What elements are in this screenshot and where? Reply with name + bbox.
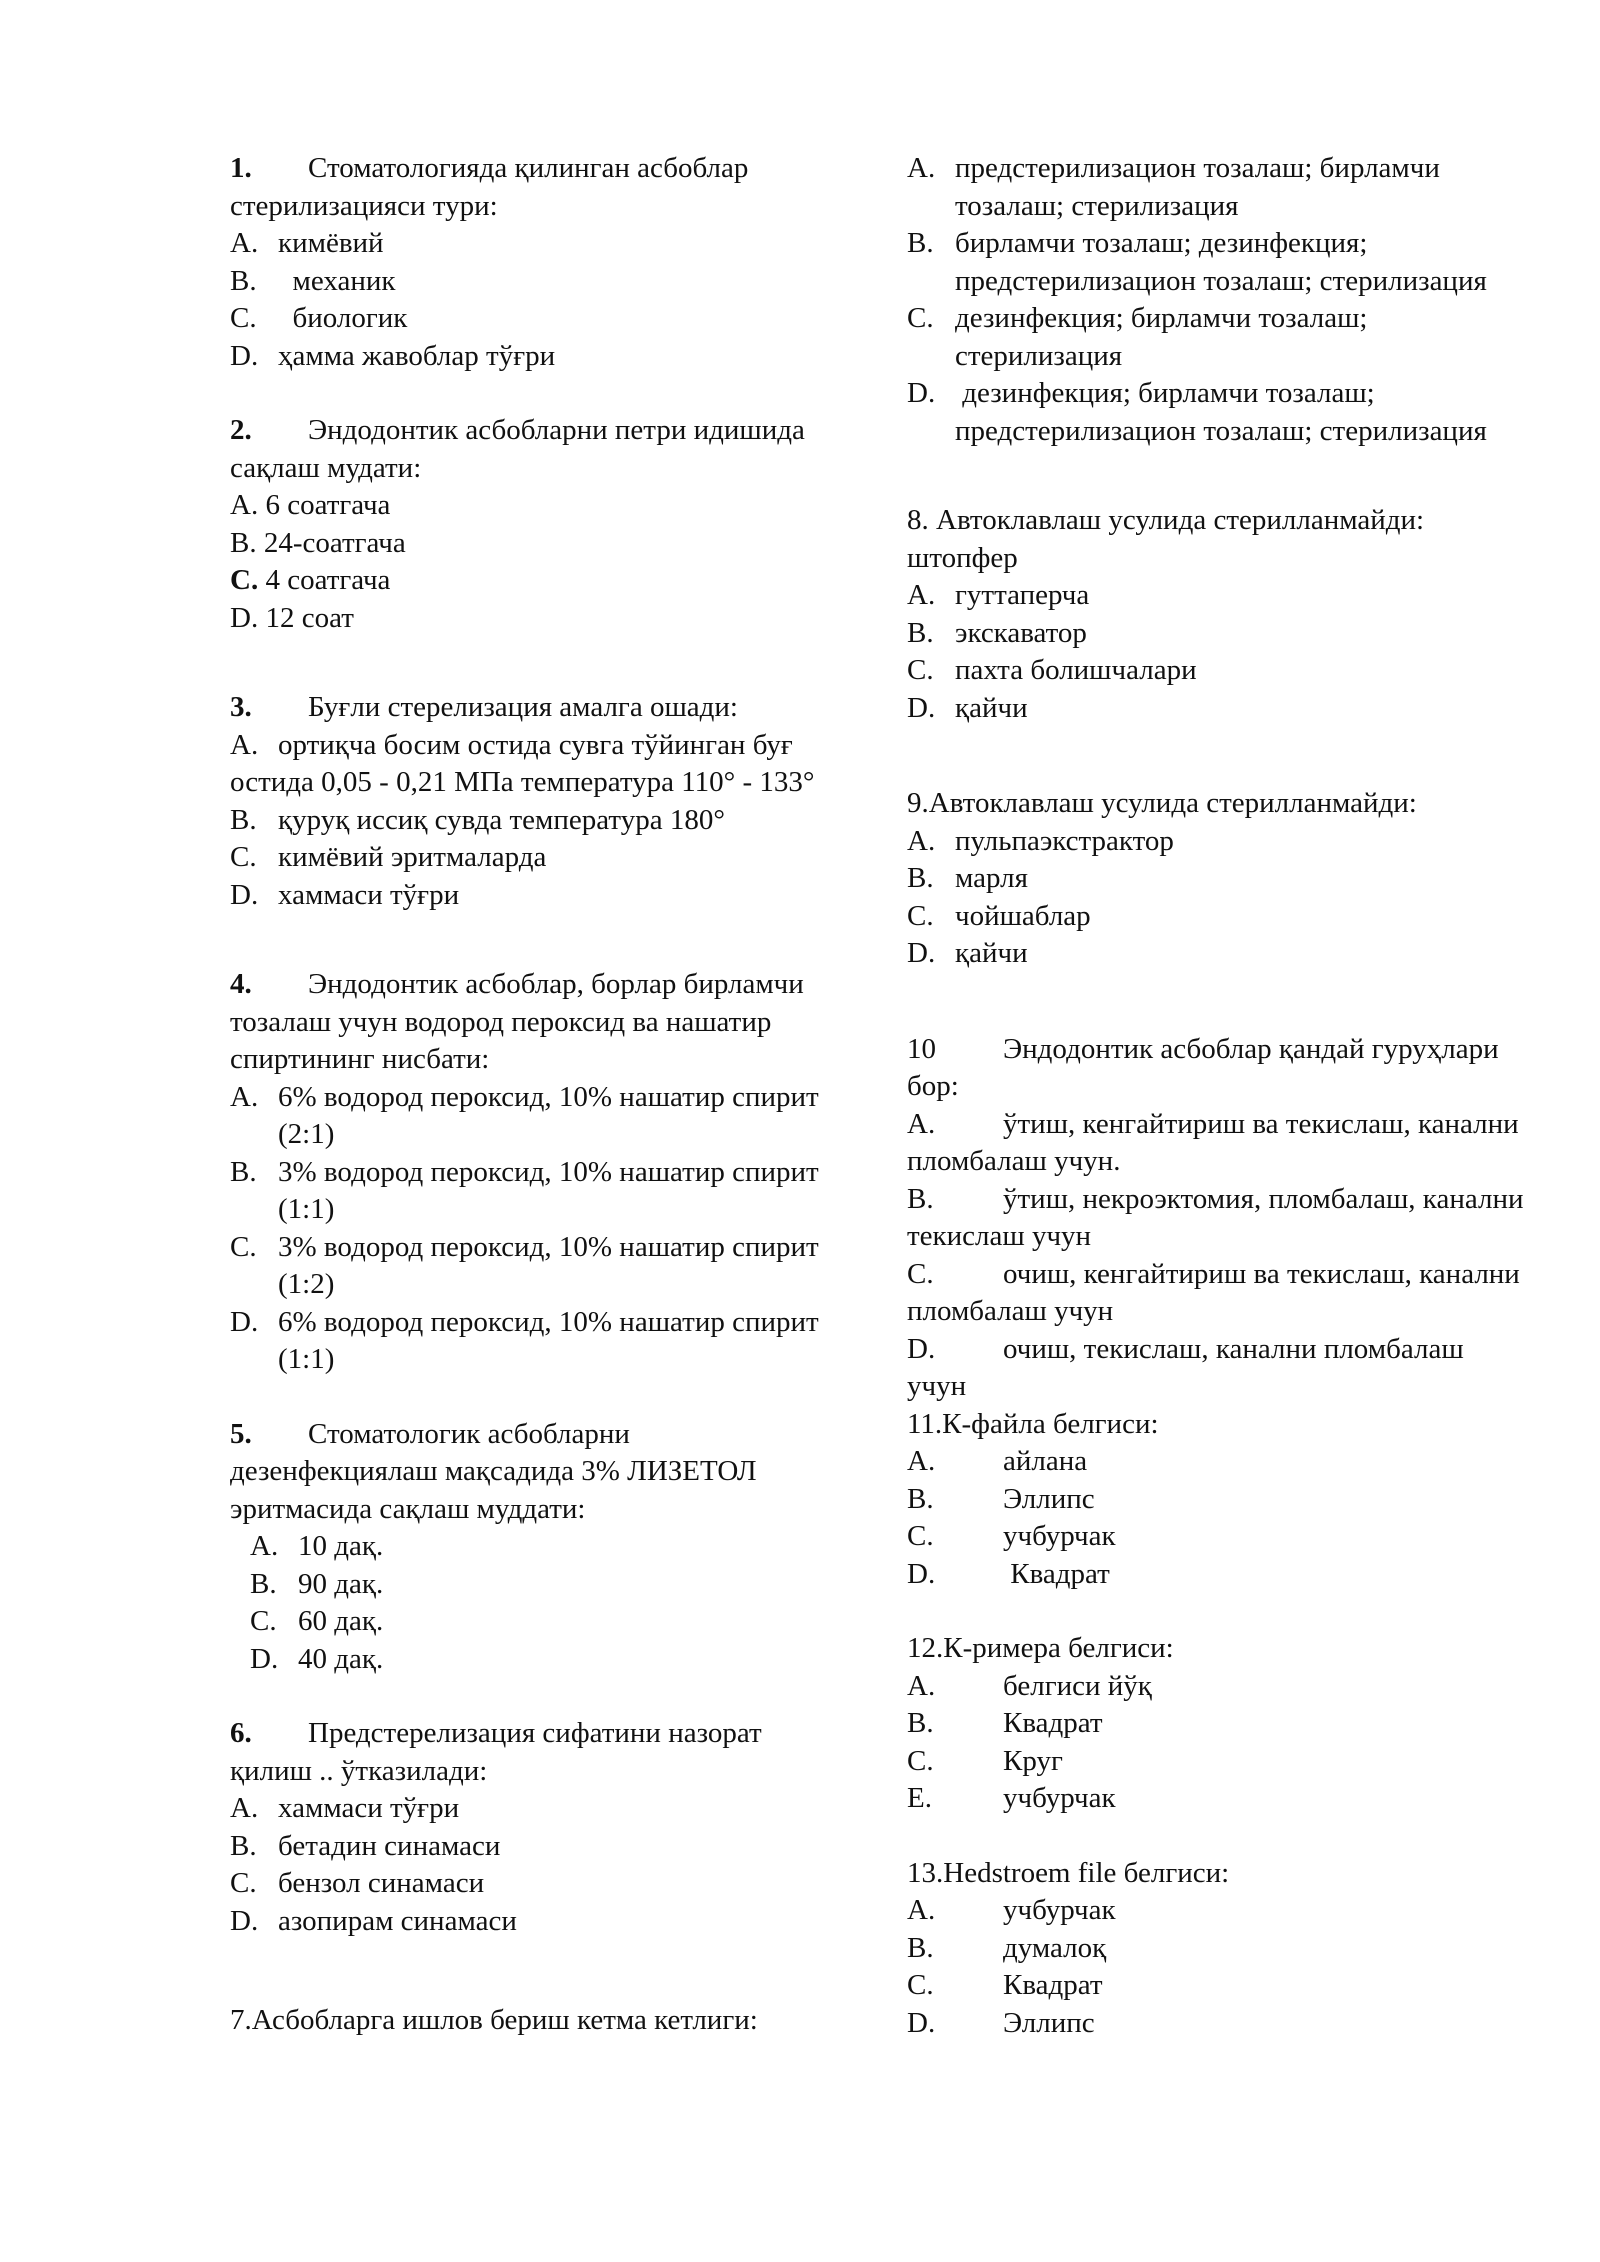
option: D. азопирам синамаси [230,1904,517,1937]
question-13 [907,1855,1527,2043]
option: C. 4 соатгача [230,564,391,596]
option: B. Квадрат [907,1707,1103,1739]
option: B. думалоқ [907,1931,1107,1964]
option: A. 6% водород пероксид, 10% нашатир спирит (2:1) [230,1080,819,1150]
option: B. бетадин синамаси [230,1829,501,1862]
question-title: 7.Асбобларга ишлов бериш кетма кетлиги: [230,2004,758,2036]
question-2 [230,412,830,637]
option: B. экскаватор [907,616,1087,649]
option: C. учбурчак [907,1520,1116,1552]
question-title: 6. Предстерелизация сифатини назорат қилиш .. ўтказилади: [230,1717,762,1787]
option: C. очиш, кенгайтириш ва текислаш, канални пломбалаш учун [907,1257,1520,1327]
option: C. Квадрат [907,1969,1103,2001]
question-9 [907,785,1527,973]
question-title: 2. Эндодонтик асбобларни петри идишида сақлаш мудати: [230,414,805,484]
option: D. 6% водород пероксид, 10% нашатир спирит (1:1) [230,1305,819,1375]
option: C. 60 дақ. [250,1605,384,1637]
question-title: 9.Автоклавлаш усулида стерилланмайди: [907,787,1417,819]
option: A. гуттаперча [907,579,1090,611]
option: A. 6 соатгача [230,489,391,521]
question-12 [907,1630,1527,1818]
question-title: 3. Буғли стерелизация амалга ошади: [230,691,738,723]
option: A. предстерилизацион тозалаш; бирламчи тозалаш; стерилизация [907,152,1440,222]
question-title: 4. Эндодонтик асбоблар, борлар бирламчи тозалаш учун водород пероксид ва нашатир спиртининг нисбати: [230,968,804,1075]
option: D. дезинфекция; бирламчи тозалаш; предстерилизацион тозалаш; стерилизация [907,377,1487,447]
option: D. 40 дақ. [250,1642,384,1675]
option: B. 90 дақ. [250,1567,384,1600]
right-column [907,150,1527,2079]
option: A. айлана [907,1445,1088,1477]
question-7 [230,2002,830,2040]
question-title: 8. Автоклавлаш усулида стерилланмайди: штопфер [907,504,1425,574]
option: D. 12 соат [230,601,354,634]
option: C. кимёвий эритмаларда [230,841,547,873]
option: B. Эллипс [907,1482,1095,1515]
option: B. механик [230,264,396,297]
option: A. 10 дақ. [250,1530,384,1562]
option: D. Эллипс [907,2006,1095,2039]
option: C. бензол синамаси [230,1867,485,1899]
question-10 [907,1031,1527,1406]
option: A. [230,728,259,761]
question-4 [230,966,830,1379]
question-1 [230,150,830,375]
option: B. 3% водород пероксид, 10% нашатир спирит (1:1) [230,1155,819,1225]
option: D. хаммаси тўғри [230,878,460,911]
option: D. қайчи [907,937,1028,969]
option: D. ҳамма жавоблар тўғри [230,339,556,372]
option: C. пахта болишчалари [907,654,1197,686]
option: C. дезинфекция; бирламчи тозалаш; стерилизация [907,302,1368,372]
option: A. белгиси йўқ [907,1669,1152,1702]
question-title: 13.Hedstroem file белгиси: [907,1856,1230,1889]
option: B. бирламчи тозалаш; дезинфекция; предстерилизацион тозалаш; стерилизация [907,227,1487,297]
option: A. пульпаэкстрактор [907,824,1174,857]
option: A. ўтиш, кенгайтириш ва текислаш, канални пломбалаш учун. [907,1107,1519,1177]
question-title: 1. Стоматологияда қилинган асбоблар стерилизацияси тури: [230,152,749,222]
question-8 [907,502,1527,727]
option: C. чойшаблар [907,899,1091,932]
question-title: 11.К-файла белгиси: [907,1407,1159,1440]
option: A. учбурчак [907,1894,1116,1926]
option-text: ортиқча босим остида сувга тўйинган буғ остида 0,05 - 0,21 МПа температура 110° - 133° [230,728,815,798]
question-5 [230,1416,830,1679]
option: A. хаммаси тўғри [230,1792,460,1824]
question-title: 10 Эндодонтик асбоблар қандай гуруҳлари бор: [907,1032,1499,1102]
option: B. қуруқ иссиқ сувда температура 180° [230,803,725,836]
left-column [230,150,830,2077]
option: B. ўтиш, некроэктомия, пломбалаш, канални текислаш учун [907,1182,1524,1252]
question-3 [230,689,830,914]
question-title: 12.К-римера белгиси: [907,1632,1174,1664]
option: C. Круг [907,1744,1063,1777]
question-title: 5. Стоматологик асбобларни дезенфекциялаш мақсадида 3% ЛИЗЕТОЛ эритмасида сақлаш муддати: [230,1417,757,1525]
option: E. учбурчак [907,1782,1116,1814]
question-7-options [907,150,1527,450]
option: D. Квадрат [907,1557,1110,1590]
option: B. 24-соатгача [230,526,406,559]
question-11 [907,1406,1527,1594]
option: A. кимёвий [230,227,384,259]
option: B. марля [907,862,1028,894]
option: C. 3% водород пероксид, 10% нашатир спирит (1:2) [230,1230,819,1300]
question-6 [230,1715,830,1940]
option: D. очиш, текислаш, канални пломбалаш учун [907,1332,1464,1402]
option: C. биологик [230,302,408,334]
option: D. қайчи [907,691,1028,724]
